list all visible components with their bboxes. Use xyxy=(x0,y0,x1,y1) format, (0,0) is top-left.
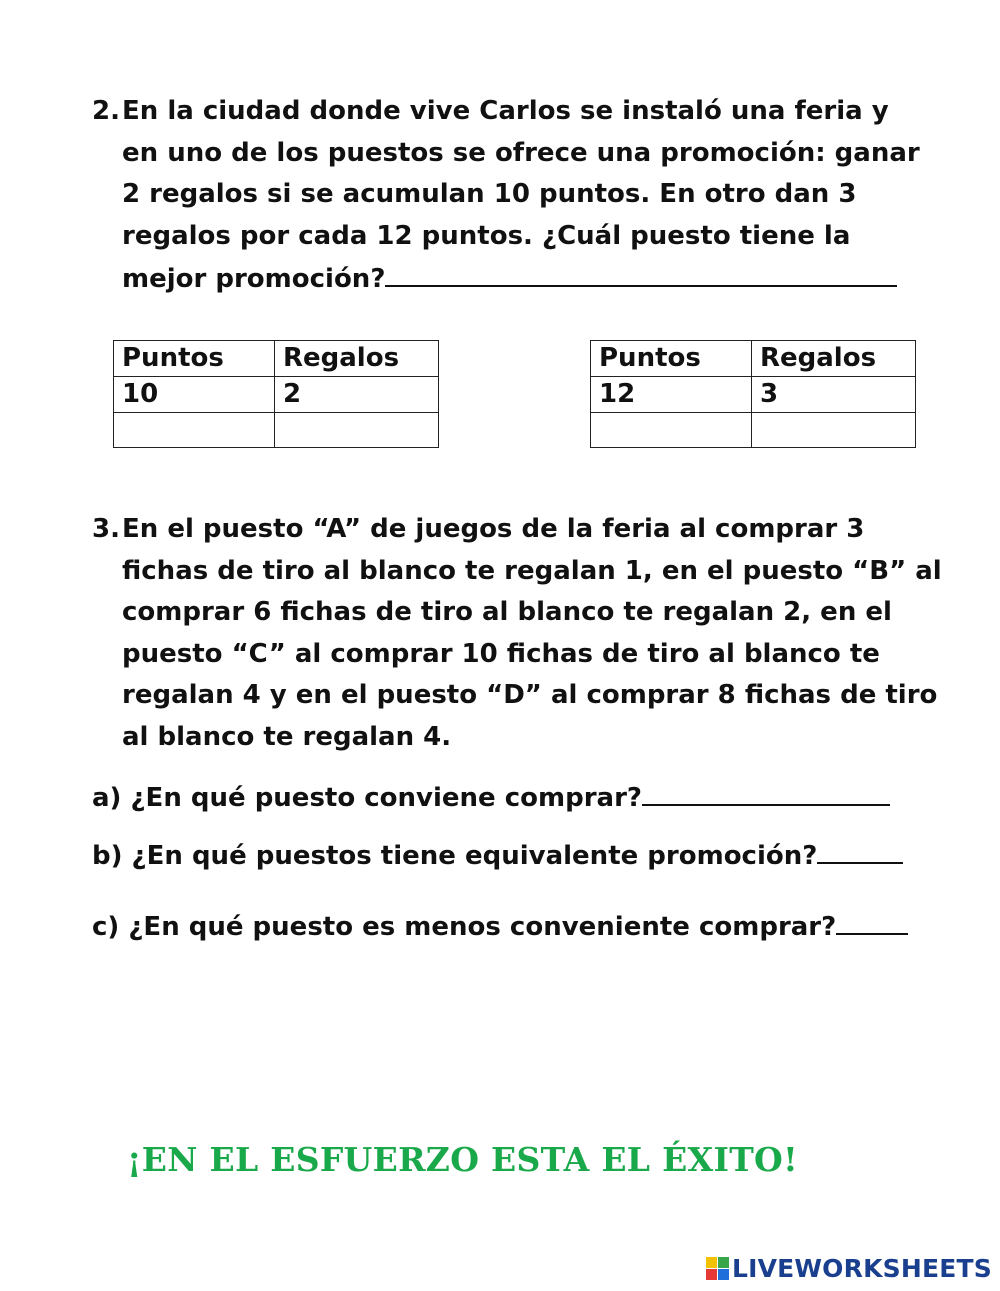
table-header-row xyxy=(591,341,916,377)
table-cell: 10 xyxy=(114,377,275,413)
question-2-number: 2. xyxy=(92,96,120,126)
table-answer-cell[interactable] xyxy=(275,413,439,448)
table-cell: 2 xyxy=(275,377,439,413)
table-row xyxy=(591,377,916,413)
table-row xyxy=(591,413,916,448)
question-3c-text: c) ¿En qué puesto es menos conveniente comprar? xyxy=(92,912,837,942)
brand-name: LIVEWORKSHEETS xyxy=(731,1254,992,1283)
question-3a xyxy=(92,776,890,815)
table-cell: 3 xyxy=(752,377,916,413)
table-header-cell: Regalos xyxy=(752,341,916,377)
question-2-text: En la ciudad donde vive Carlos se instaló una feria y en uno de los puestos se ofrece una promoción: ganar 2 regalos si se acumulan 10 puntos. En otro dan 3 regalos por cada 12 puntos. ¿Cuál puesto tiene la mejor promoción? xyxy=(122,96,920,294)
answer-blank-3b[interactable] xyxy=(817,834,903,864)
question-3-text: En el puesto “A” de juegos de la feria al comprar 3 fichas de tiro al blanco te regalan 1, en el puesto “B” al comprar 6 fichas de tiro al blanco te regalan 2, en el puesto “C” al comprar 10 fichas de tiro al blanco te regalan 4 y en el puesto “D” al comprar 8 fichas de tiro al blanco te regalan 4. xyxy=(122,514,942,752)
table-header-cell: Regalos xyxy=(275,341,439,377)
table-header-cell: Puntos xyxy=(591,341,752,377)
table-header-row xyxy=(114,341,439,377)
liveworksheets-logo-icon xyxy=(706,1257,729,1280)
table-header-cell: Puntos xyxy=(114,341,275,377)
motto-text: ¡EN EL ESFUERZO ESTA EL ÉXITO! xyxy=(127,1140,798,1179)
answer-blank-3a[interactable] xyxy=(642,776,890,806)
answer-blank-q2[interactable] xyxy=(385,257,897,287)
question-3b xyxy=(92,834,903,873)
question-3c xyxy=(92,905,908,944)
table-answer-cell[interactable] xyxy=(114,413,275,448)
points-gifts-table-2 xyxy=(590,340,916,448)
table-answer-cell[interactable] xyxy=(752,413,916,448)
question-3b-text: b) ¿En qué puestos tiene equivalente promoción? xyxy=(92,841,818,871)
table-row xyxy=(114,377,439,413)
question-3a-text: a) ¿En qué puesto conviene comprar? xyxy=(92,783,642,813)
question-3 xyxy=(92,509,952,758)
question-3-number: 3. xyxy=(92,514,120,544)
answer-blank-3c[interactable] xyxy=(836,905,908,935)
table-row xyxy=(114,413,439,448)
liveworksheets-brand xyxy=(706,1254,992,1283)
table-answer-cell[interactable] xyxy=(591,413,752,448)
table-cell: 12 xyxy=(591,377,752,413)
question-2 xyxy=(92,91,922,301)
points-gifts-table-1 xyxy=(113,340,439,448)
